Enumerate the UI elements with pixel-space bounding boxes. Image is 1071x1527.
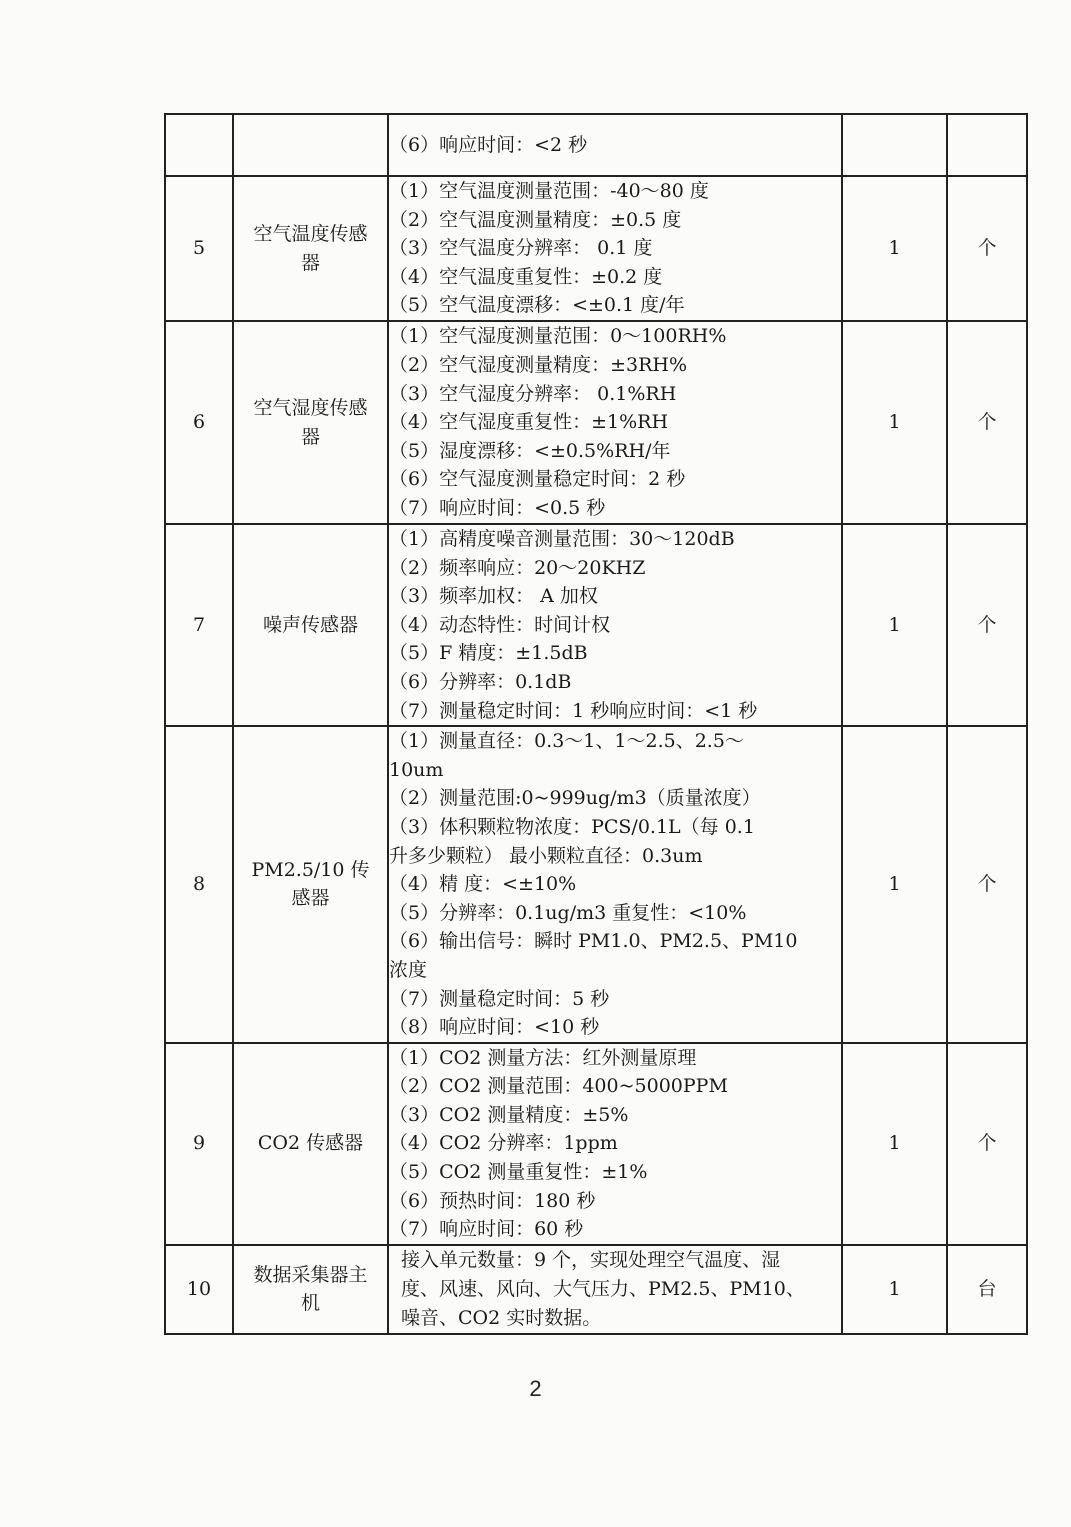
item-name (233, 176, 388, 321)
quantity: 1 (842, 726, 947, 1043)
quantity: 1 (842, 1245, 947, 1334)
spec-line: （1）高精度噪音测量范围：30～120dB (389, 528, 735, 550)
spec-line: 浓度 (389, 958, 428, 981)
spec-line: （1）空气温度测量范围：-40～80 度 (389, 180, 709, 203)
row-number: 7 (165, 524, 233, 726)
item-name-line: 机 (300, 1292, 320, 1315)
item-name (233, 1043, 388, 1245)
spec-cell (388, 321, 842, 524)
row-number: 6 (165, 321, 233, 524)
item-name-line: PM2.5/10 传 (251, 858, 370, 881)
row-number: 8 (165, 726, 233, 1043)
spec-cell (388, 114, 842, 176)
item-name-line: CO2 传感器 (257, 1132, 364, 1155)
spec-line: （8）响应时间：<10 秒 (389, 1016, 600, 1039)
spec-line: （7）测量稳定时间：1 秒响应时间：<1 秒 (389, 699, 758, 722)
spec-line: （7）响应时间：<0.5 秒 (389, 496, 606, 519)
item-name-line: 数据采集器主 (253, 1263, 368, 1286)
table-row (165, 1043, 1027, 1245)
page-number: 2 (529, 1376, 542, 1401)
spec-cell (388, 176, 842, 321)
spec-line: （2）空气湿度测量精度：±3RH% (389, 354, 688, 377)
item-name (233, 726, 388, 1043)
spec-line: （1）测量直径：0.3～1、1～2.5、2.5～ (389, 730, 744, 753)
item-name-line: 感器 (291, 887, 330, 910)
spec-line: （7）响应时间：60 秒 (389, 1218, 584, 1241)
spec-line: （5）湿度漂移：<±0.5%RH/年 (389, 439, 671, 462)
spec-line: （3）空气湿度分辨率： 0.1%RH (389, 382, 677, 405)
spec-line: （3）CO2 测量精度：±5% (389, 1103, 629, 1126)
row-number: 9 (165, 1043, 233, 1245)
spec-line: （4）精 度：<±10% (389, 873, 577, 896)
spec-line: （3）体积颗粒物浓度：PCS/0.1L（每 0.1 (389, 815, 755, 838)
table-row (165, 726, 1027, 1043)
item-name (233, 321, 388, 524)
spec-line: 10um (389, 758, 444, 781)
spec-line: 噪音、CO2 实时数据。 (401, 1306, 602, 1329)
item-name-line: 空气温度传感 (253, 222, 368, 245)
spec-line: 升多少颗粒） 最小颗粒直径：0.3um (389, 844, 703, 867)
quantity: 1 (842, 524, 947, 726)
table-row (165, 176, 1027, 321)
spec-line: （4）CO2 分辨率：1ppm (389, 1132, 618, 1155)
spec-line: （4）动态特性：时间计权 (389, 613, 611, 636)
spec-line: （2）测量范围:0~999ug/m3（质量浓度） (389, 787, 761, 810)
spec-line: （1）CO2 测量方法：红外测量原理 (389, 1046, 697, 1069)
spec-line: （5）空气温度漂移：<±0.1 度/年 (389, 294, 685, 317)
table-row (165, 321, 1027, 524)
spec-line: （6）输出信号：瞬时 PM1.0、PM2.5、PM10 (389, 930, 798, 953)
spec-line: （5）CO2 测量重复性：±1% (389, 1161, 648, 1184)
unit (947, 114, 1027, 176)
spec-line: （2）空气温度测量精度：±0.5 度 (389, 208, 682, 231)
spec-cell (388, 524, 842, 726)
spec-line: （6）预热时间：180 秒 (389, 1189, 596, 1212)
spec-line: （3）频率加权： A 加权 (389, 585, 598, 608)
item-name-line: 器 (300, 251, 320, 274)
spec-line: （6）响应时间：<2 秒 (389, 133, 588, 156)
unit: 个 (947, 726, 1027, 1043)
spec-line: （3）空气温度分辨率： 0.1 度 (389, 237, 653, 260)
item-name (233, 1245, 388, 1334)
spec-cell (388, 726, 842, 1043)
unit: 台 (947, 1245, 1027, 1334)
spec-line: 接入单元数量：9 个，实现处理空气温度、湿 (401, 1248, 781, 1271)
item-name-line: 器 (300, 425, 320, 448)
spec-line: （7）测量稳定时间：5 秒 (389, 987, 610, 1010)
spec-line: 度、风速、风向、大气压力、PM2.5、PM10、 (401, 1277, 805, 1300)
row-number: 10 (165, 1245, 233, 1334)
item-name (233, 524, 388, 726)
spec-line: （5）分辨率：0.1ug/m3 重复性：<10% (389, 901, 747, 924)
spec-line: （6）分辨率：0.1dB (389, 670, 572, 693)
item-name (233, 114, 388, 176)
quantity (842, 114, 947, 176)
quantity: 1 (842, 1043, 947, 1245)
spec-line: （2）CO2 测量范围：400~5000PPM (389, 1075, 728, 1098)
table-row (165, 524, 1027, 726)
spec-cell (388, 1245, 842, 1334)
row-number: 5 (165, 176, 233, 321)
spec-line: （1）空气湿度测量范围：0～100RH% (389, 325, 727, 348)
unit: 个 (947, 1043, 1027, 1245)
row-number (165, 114, 233, 176)
quantity: 1 (842, 321, 947, 524)
spec-line: （4）空气温度重复性：±0.2 度 (389, 265, 663, 288)
spec-line: （5）F 精度：±1.5dB (389, 642, 588, 665)
spec-line: （2）频率响应：20～20KHZ (389, 556, 646, 579)
spec-cell (388, 1043, 842, 1245)
spec-table (164, 113, 1028, 1335)
unit: 个 (947, 176, 1027, 321)
item-name-line: 空气湿度传感 (253, 396, 368, 419)
spec-line: （6）空气湿度测量稳定时间：2 秒 (389, 468, 686, 491)
table-row (165, 114, 1027, 176)
spec-line: （4）空气湿度重复性：±1%RH (389, 411, 669, 434)
unit: 个 (947, 524, 1027, 726)
table-row (165, 1245, 1027, 1334)
item-name-line: 噪声传感器 (262, 613, 358, 636)
unit: 个 (947, 321, 1027, 524)
quantity: 1 (842, 176, 947, 321)
